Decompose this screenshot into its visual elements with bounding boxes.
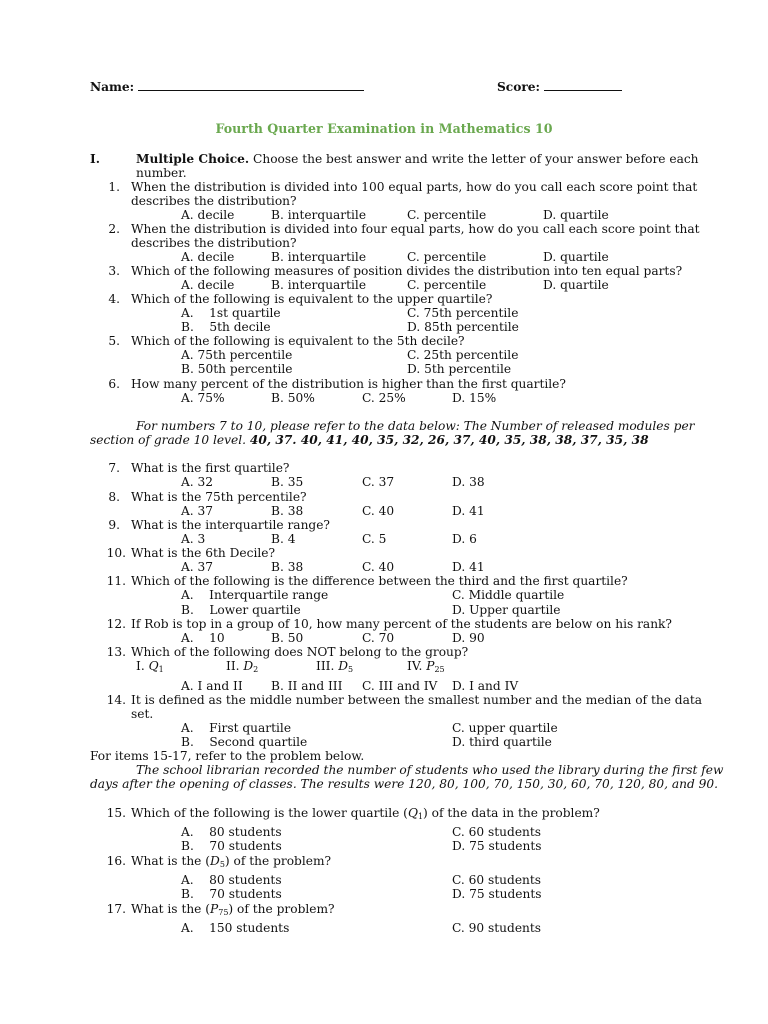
choice-b: B. 70 students [181, 839, 282, 853]
choice-d: D. 38 [452, 475, 485, 489]
choice-b: B. 4 [271, 532, 296, 546]
choice-a: A. decile [181, 208, 235, 222]
section-instruction: Multiple Choice. Choose the best answer and write the letter of your answer before each number. [136, 152, 699, 180]
passage-line: section of grade 10 level. 40, 37. 40, 41, 40, 35, 32, 26, 37, 40, 35, 38, 38, 37, 35, 38 [90, 433, 649, 447]
score-field [497, 79, 622, 94]
choice-a: A. 10 [181, 631, 225, 645]
question-text: What is the $(P_{75})$ of the problem? [131, 902, 335, 917]
choice-b: B. 50% [271, 391, 315, 405]
choice-b: B. interquartile [271, 208, 367, 222]
question-text: What is the $(D_5)$ of the problem? [131, 854, 332, 869]
choice-c: C. 25th percentile [407, 348, 519, 362]
choice-a: A. 80 students [181, 825, 282, 839]
choice-b: B. 5th decile [181, 320, 271, 334]
choice-c: C. percentile [407, 250, 487, 264]
choice-d: D. quartile [543, 278, 609, 292]
passage-line: days after the opening of classes. The results were 120, 80, 100, 70, 150, 30, 60, 70, 120, 80, and 90. [90, 777, 719, 791]
question-text: Which of the following does NOT belong to the group? [131, 645, 469, 659]
choice-b: B. 38 [271, 560, 304, 574]
choice-b: B. 70 students [181, 887, 282, 901]
passage-line: The school librarian recorded the number of students who used the library during the first few [136, 763, 724, 777]
choice-d: D. quartile [543, 250, 609, 264]
roman-item-3: III. $D_5$ [316, 659, 354, 674]
choice-c: C. III and IV [362, 679, 438, 693]
choice-a: A. First quartile [181, 721, 292, 735]
question-text: Which of the following is equivalent to the upper quartile? [131, 292, 493, 306]
section-numeral: I. [90, 152, 100, 166]
choice-a: A. 32 [181, 475, 214, 489]
name-field [90, 79, 364, 94]
question-text: Which of the following measures of position divides the distribution into ten equal parts? [131, 264, 683, 278]
question-number: 9. [108, 518, 120, 532]
choice-c: C. 5 [362, 532, 387, 546]
question-number: 15. [106, 806, 126, 820]
question-number: 6. [108, 377, 120, 391]
question-text: What is the 75th percentile? [131, 490, 307, 504]
choice-b: B. 50 [271, 631, 304, 645]
choice-c: C. upper quartile [452, 721, 558, 735]
roman-item-2: II. $D_2$ [226, 659, 259, 674]
question-number: 12. [106, 617, 126, 631]
question-text: It is defined as the middle number between the smallest number and the median of the data [131, 693, 703, 707]
choice-d: D. I and IV [452, 679, 519, 693]
question-text: When the distribution is divided into 100 equal parts, how do you call each score point that [131, 180, 698, 194]
choice-a: A. 1st quartile [181, 306, 281, 320]
choice-c: C. 70 [362, 631, 395, 645]
choice-a: A. 80 students [181, 873, 282, 887]
choice-b: B. interquartile [271, 250, 367, 264]
question-text: set. [131, 707, 154, 721]
question-number: 17. [106, 902, 126, 916]
choice-c: C. 40 [362, 504, 395, 518]
choice-c: C. percentile [407, 278, 487, 292]
question-number: 11. [106, 574, 126, 588]
choice-c: C. 25% [362, 391, 406, 405]
choice-a: A. 3 [181, 532, 206, 546]
choice-b: B. II and III [271, 679, 343, 693]
choice-d: D. quartile [543, 208, 609, 222]
choice-d: D. 15% [452, 391, 497, 405]
question-text: How many percent of the distribution is higher than the first quartile? [131, 377, 566, 391]
question-text: describes the distribution? [131, 194, 297, 208]
question-number: 13. [106, 645, 126, 659]
choice-d: D. 75 students [452, 839, 542, 853]
score-label: Score: [497, 80, 541, 94]
choice-b: B. interquartile [271, 278, 367, 292]
question-number: 7. [108, 461, 120, 475]
choice-d: D. 90 [452, 631, 485, 645]
choice-d: D. 41 [452, 560, 485, 574]
choice-d: D. 5th percentile [407, 362, 512, 376]
choice-c: C. 60 students [452, 873, 542, 887]
choice-b: B. 35 [271, 475, 304, 489]
question-text: Which of the following is the lower quartile $(Q_1)$ of the data in the problem? [131, 806, 600, 821]
question-number: 4. [108, 292, 120, 306]
choice-b: B. Lower quartile [181, 603, 301, 617]
question-text: When the distribution is divided into four equal parts, how do you call each score point that [131, 222, 700, 236]
choice-d: D. third quartile [452, 735, 552, 749]
name-label: Name: [90, 80, 135, 94]
choice-c: C. 75th percentile [407, 306, 519, 320]
passage-line: For numbers 7 to 10, please refer to the data below: The Number of released modules per [136, 419, 695, 433]
question-text: What is the 6th Decile? [131, 546, 276, 560]
choice-c: C. percentile [407, 208, 487, 222]
choice-a: A. 37 [181, 504, 214, 518]
choice-c: C. 60 students [452, 825, 542, 839]
choice-a: A. decile [181, 250, 235, 264]
choice-a: A. Interquartile range [181, 588, 329, 602]
choice-c: C. 90 students [452, 921, 542, 935]
choice-c: C. 37 [362, 475, 395, 489]
roman-item-4: IV. $P_{25}$ [407, 659, 445, 674]
question-number: 5. [108, 334, 120, 348]
question-number: 10. [106, 546, 126, 560]
exam-title: Fourth Quarter Examination in Mathematics 10 [215, 121, 553, 136]
choice-b: B. Second quartile [181, 735, 308, 749]
question-number: 3. [108, 264, 120, 278]
choice-d: D. 41 [452, 504, 485, 518]
question-number: 8. [108, 490, 120, 504]
question-text: Which of the following is equivalent to the 5th decile? [131, 334, 465, 348]
question-number: 16. [106, 854, 126, 868]
question-number: 14. [106, 693, 126, 707]
choice-a: A. 75% [181, 391, 225, 405]
choice-c: C. Middle quartile [452, 588, 565, 602]
choice-d: D. Upper quartile [452, 603, 561, 617]
roman-item-1: I. $Q_1$ [136, 659, 164, 674]
question-text: What is the interquartile range? [131, 518, 330, 532]
question-number: 1. [108, 180, 120, 194]
choice-b: B. 38 [271, 504, 304, 518]
choice-d: D. 6 [452, 532, 477, 546]
choice-a: A. decile [181, 278, 235, 292]
name-blank[interactable] [138, 79, 364, 91]
choice-c: C. 40 [362, 560, 395, 574]
choice-a: A. 37 [181, 560, 214, 574]
choice-b: B. 50th percentile [181, 362, 293, 376]
section-heading: Multiple Choice. [136, 152, 250, 166]
choice-a: A. 150 students [181, 921, 290, 935]
passage-data: 40, 37. 40, 41, 40, 35, 32, 26, 37, 40, 35, 38, 38, 37, 35, 38 [249, 433, 649, 447]
choice-a: A. I and II [181, 679, 243, 693]
choice-d: D. 85th percentile [407, 320, 519, 334]
question-text: What is the first quartile? [131, 461, 290, 475]
question-number: 2. [108, 222, 120, 236]
question-text: describes the distribution? [131, 236, 297, 250]
passage-intro: For items 15-17, refer to the problem below. [90, 749, 365, 763]
question-text: Which of the following is the difference between the third and the first quartile? [131, 574, 628, 588]
choice-d: D. 75 students [452, 887, 542, 901]
question-text: If Rob is top in a group of 10, how many percent of the students are below on his rank? [131, 617, 672, 631]
score-blank[interactable] [544, 79, 622, 91]
choice-a: A. 75th percentile [181, 348, 293, 362]
